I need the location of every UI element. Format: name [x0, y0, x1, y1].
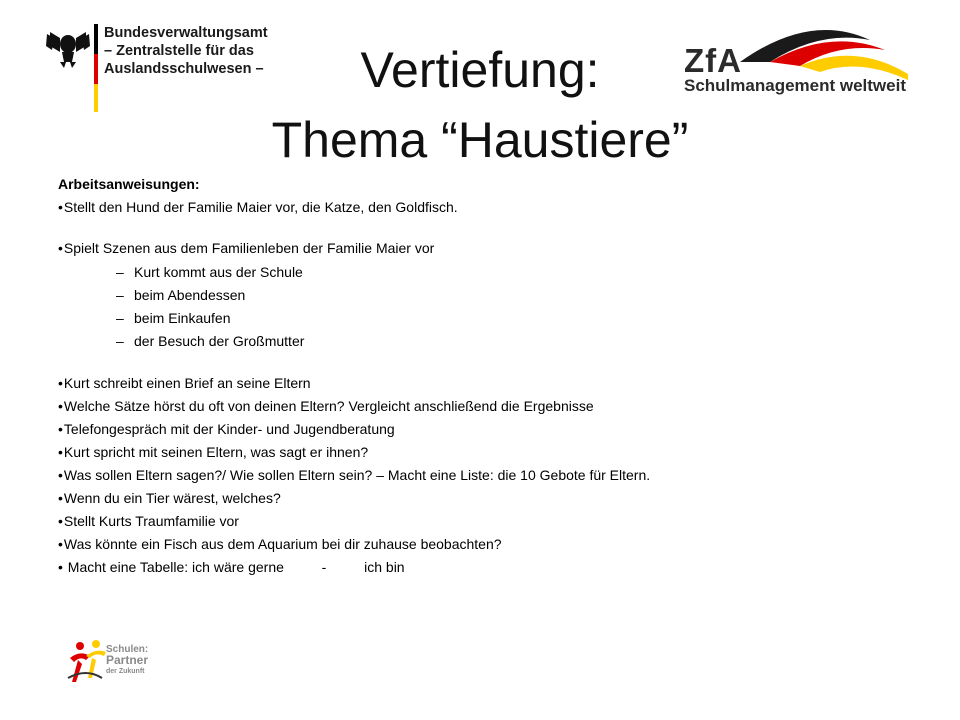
dash: – — [116, 264, 124, 280]
sub-item — [116, 285, 245, 305]
sub-item-text: beim Abendessen — [134, 287, 246, 303]
bullet-item: • Wenn du ein Tier wärest, welches? — [58, 488, 281, 508]
sub-item-text: Kurt kommt aus der Schule — [134, 264, 303, 280]
bullet-item: • Spielt Szenen aus dem Familienleben der Familie Maier vor — [58, 238, 434, 258]
bullet-item: • Kurt schreibt einen Brief an seine Eltern — [58, 373, 311, 393]
gov-line-3: Auslandsschulwesen – — [104, 61, 264, 77]
dash: – — [116, 310, 124, 326]
figures-icon — [66, 638, 110, 694]
sub-item-text: der Besuch der Großmutter — [134, 333, 305, 349]
bullet-item: • Kurt spricht mit seinen Eltern, was sagt er ihnen? — [58, 442, 368, 462]
sub-item — [116, 331, 304, 351]
zfa-mark: ZfA — [684, 42, 742, 79]
zfa-subtitle: Schulmanagement weltweit — [684, 76, 906, 95]
title-line-1: Vertiefung: — [360, 42, 600, 98]
partner-logo — [66, 638, 156, 694]
title-line-2: Thema “Haustiere” — [271, 112, 689, 168]
bullet-item: • Was sollen Eltern sagen?/ Wie sollen Eltern sein? – Macht eine Liste: die 10 Gebote für Eltern. — [58, 465, 650, 485]
dash: – — [116, 333, 124, 349]
bullet-item: • Welche Sätze hörst du oft von deinen Eltern? Vergleicht anschließend die Ergebnisse — [58, 396, 594, 416]
partner-line-3: der Zukunft — [106, 668, 145, 675]
bullet-item: • Stellt den Hund der Familie Maier vor, die Katze, den Goldfisch. — [58, 197, 458, 217]
sub-item-text: beim Einkaufen — [134, 310, 231, 326]
gov-line-1: Bundesverwaltungsamt — [104, 25, 268, 41]
table-separator: - — [321, 559, 327, 575]
gov-line-2: – Zentralstelle für das — [104, 43, 254, 59]
bullet-item: • Telefongespräch mit der Kinder- und Jugendberatung — [58, 419, 395, 439]
dash: – — [116, 287, 124, 303]
partner-text — [106, 644, 148, 677]
bullet-item-table — [58, 557, 405, 577]
sub-item — [116, 308, 231, 328]
partner-line-1: Schulen: — [106, 644, 149, 655]
sub-item — [116, 262, 303, 282]
partner-line-2: Partner — [106, 653, 149, 667]
bullet-item: • Stellt Kurts Traumfamilie vor — [58, 511, 239, 531]
instructions-heading: Arbeitsanweisungen: — [58, 176, 200, 192]
bullet-item: • Was könnte ein Fisch aus dem Aquarium bei dir zuhause beobachten? — [58, 534, 502, 554]
table-left-text: Macht eine Tabelle: ich wäre gerne — [67, 559, 284, 575]
table-right-text: ich bin — [364, 559, 405, 575]
